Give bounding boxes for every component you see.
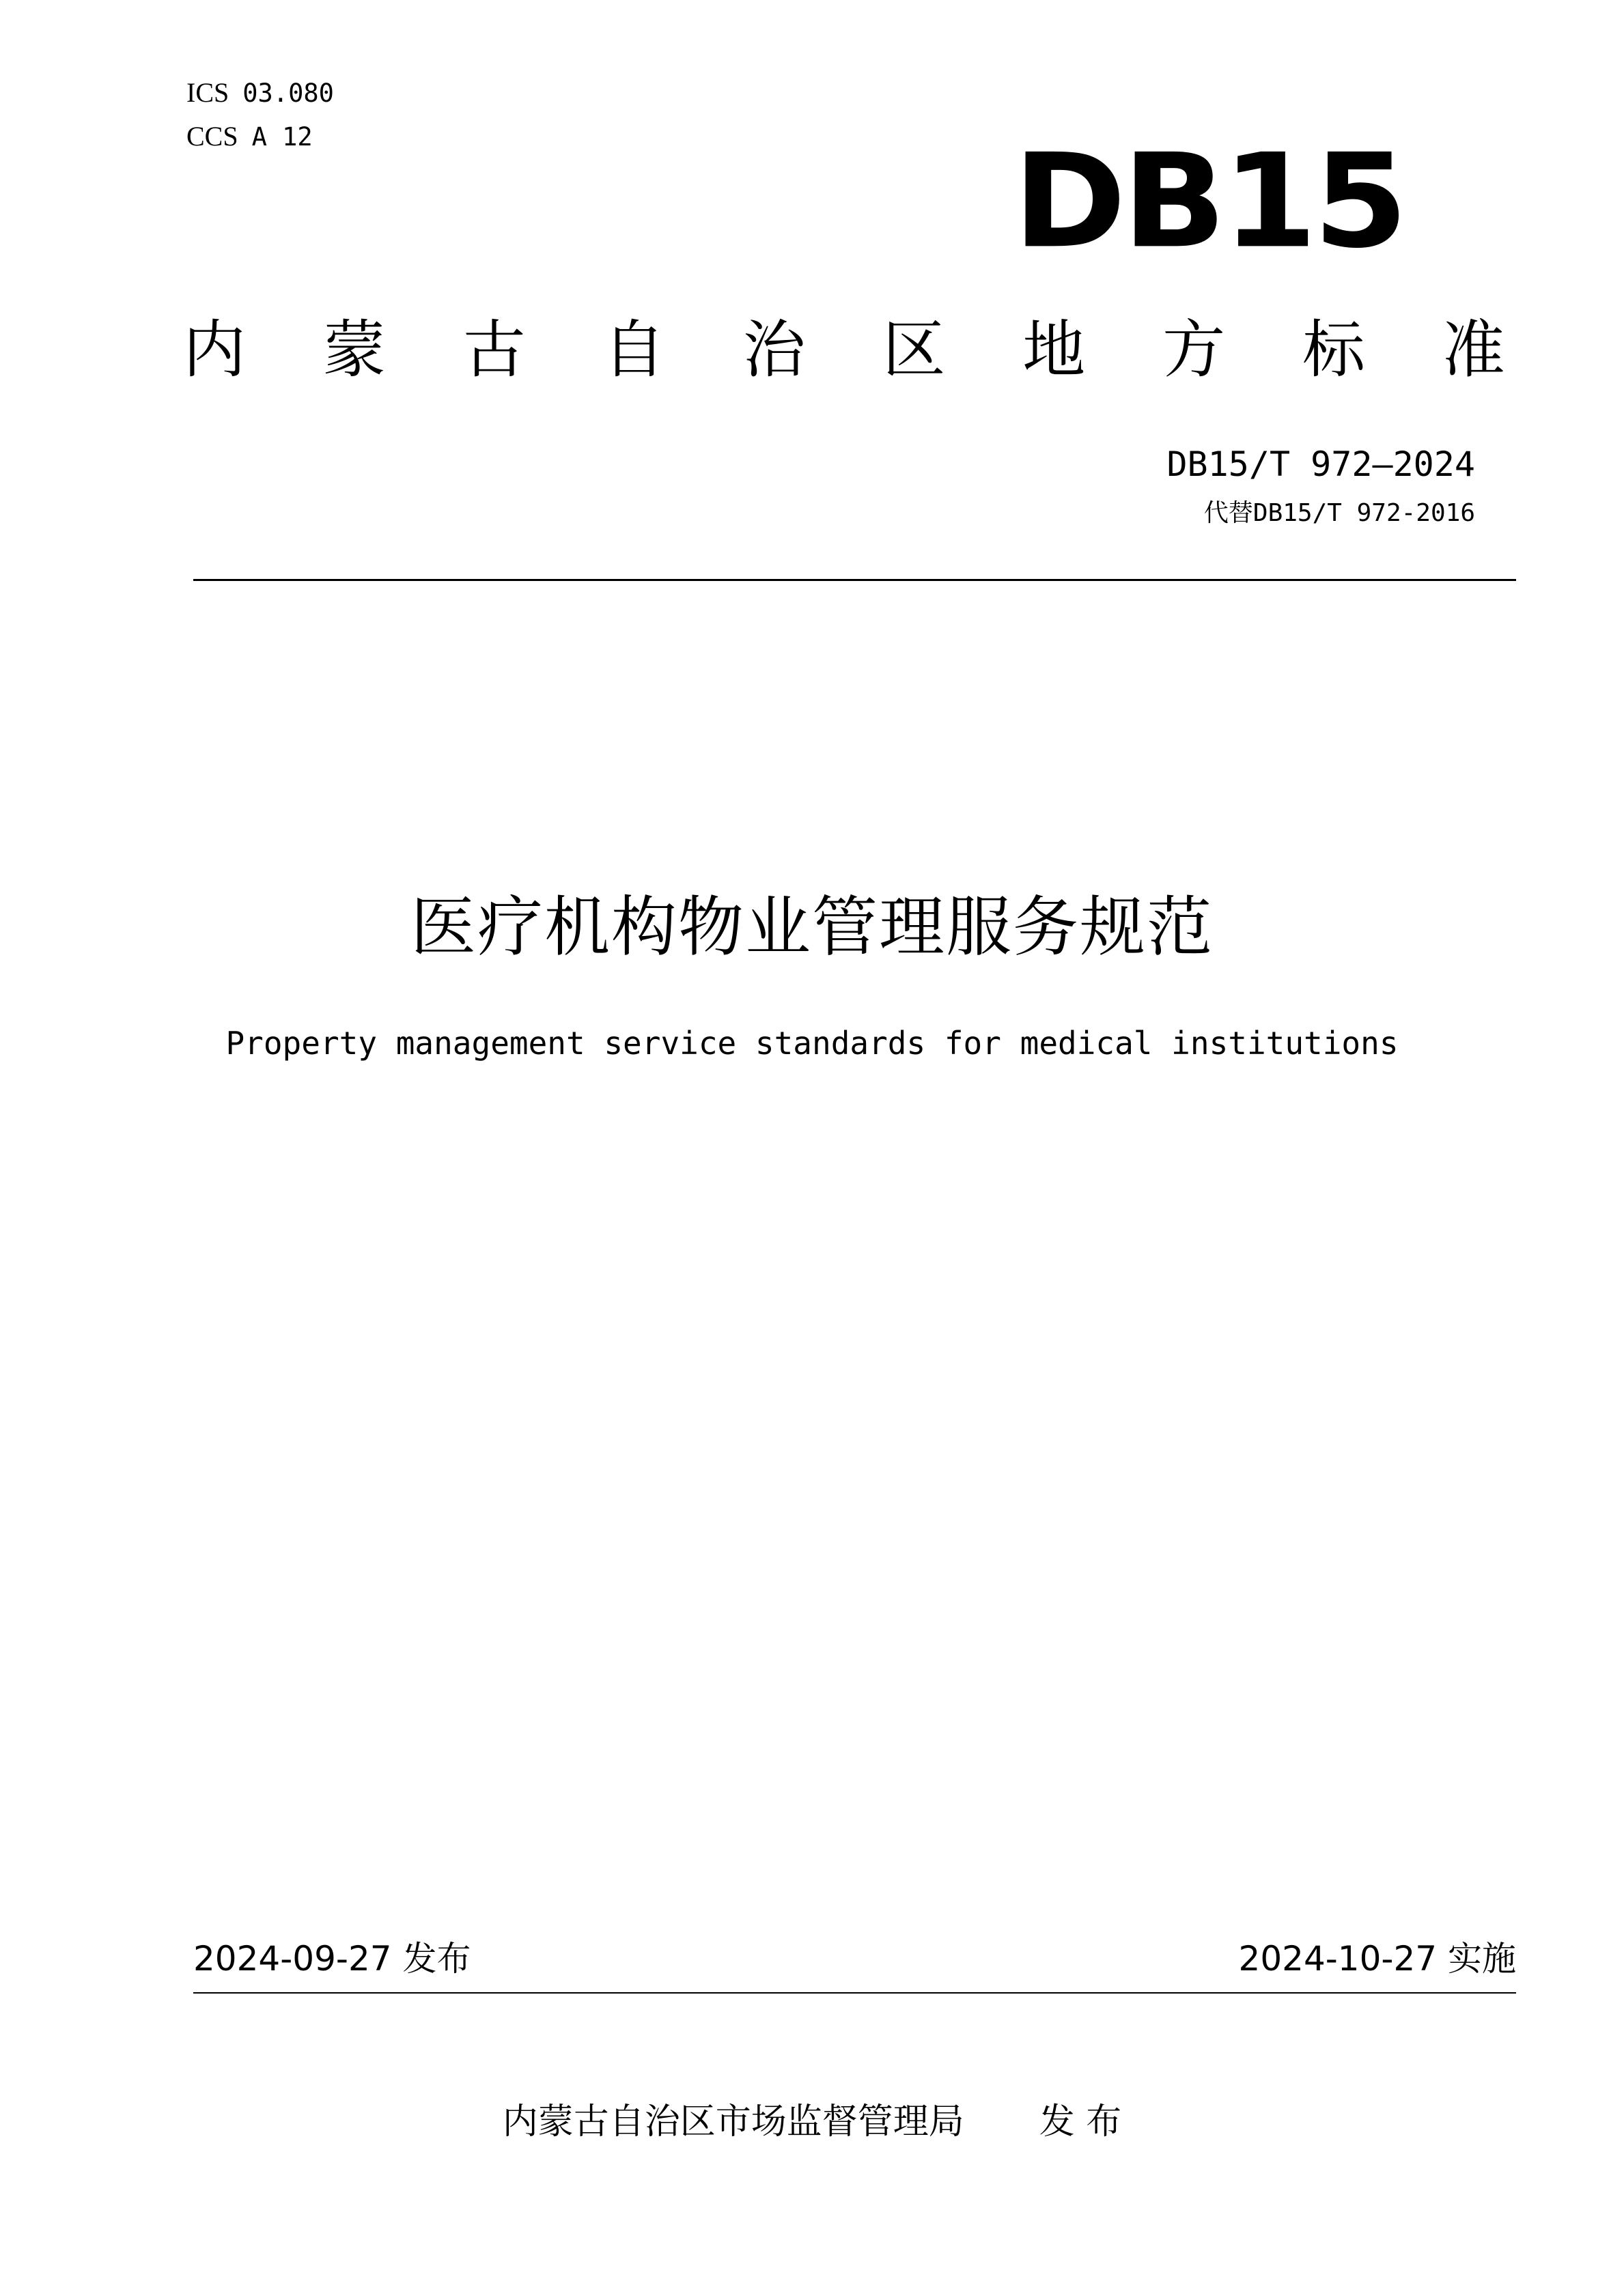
standard-type-char: 区 — [882, 313, 946, 386]
ics-label: ICS — [186, 77, 229, 108]
standard-type-char: 准 — [1442, 313, 1505, 386]
standard-number: DB15/T 972—2024 — [1166, 444, 1475, 484]
standard-type-char: 标 — [1302, 313, 1366, 386]
document-title-cn: 医疗机构物业管理服务规范 — [410, 889, 1214, 965]
issuer-line — [0, 2100, 1624, 2144]
ccs-value: A 12 — [251, 122, 313, 152]
standard-type-char: 方 — [1162, 313, 1226, 386]
ics-code — [186, 76, 334, 110]
standard-logo: DB15 — [1013, 126, 1404, 277]
document-title-en: Property management service standards for medical institutions — [225, 1025, 1399, 1062]
standard-type-char: 自 — [602, 313, 666, 386]
footer-divider — [193, 1992, 1516, 1994]
ccs-label: CCS — [186, 121, 238, 152]
ccs-code — [186, 120, 313, 154]
issuer-name: 内蒙古自治区市场监督管理局 — [502, 2101, 964, 2142]
standard-type-char: 蒙 — [322, 313, 386, 386]
ics-value: 03.080 — [242, 79, 334, 108]
header-divider — [193, 579, 1516, 581]
standard-type-char: 古 — [462, 313, 526, 386]
standard-type — [183, 313, 1505, 388]
standard-type-char: 地 — [1022, 313, 1086, 386]
implementation-date: 2024-10-27 实施 — [1238, 1939, 1516, 1979]
standard-type-char: 内 — [183, 313, 247, 386]
issue-date: 2024-09-27 发布 — [193, 1939, 471, 1979]
replaces-standard: 代替DB15/T 972-2016 — [1203, 499, 1475, 527]
issuer-action: 发 布 — [1039, 2101, 1122, 2142]
standard-type-char: 治 — [742, 313, 806, 386]
